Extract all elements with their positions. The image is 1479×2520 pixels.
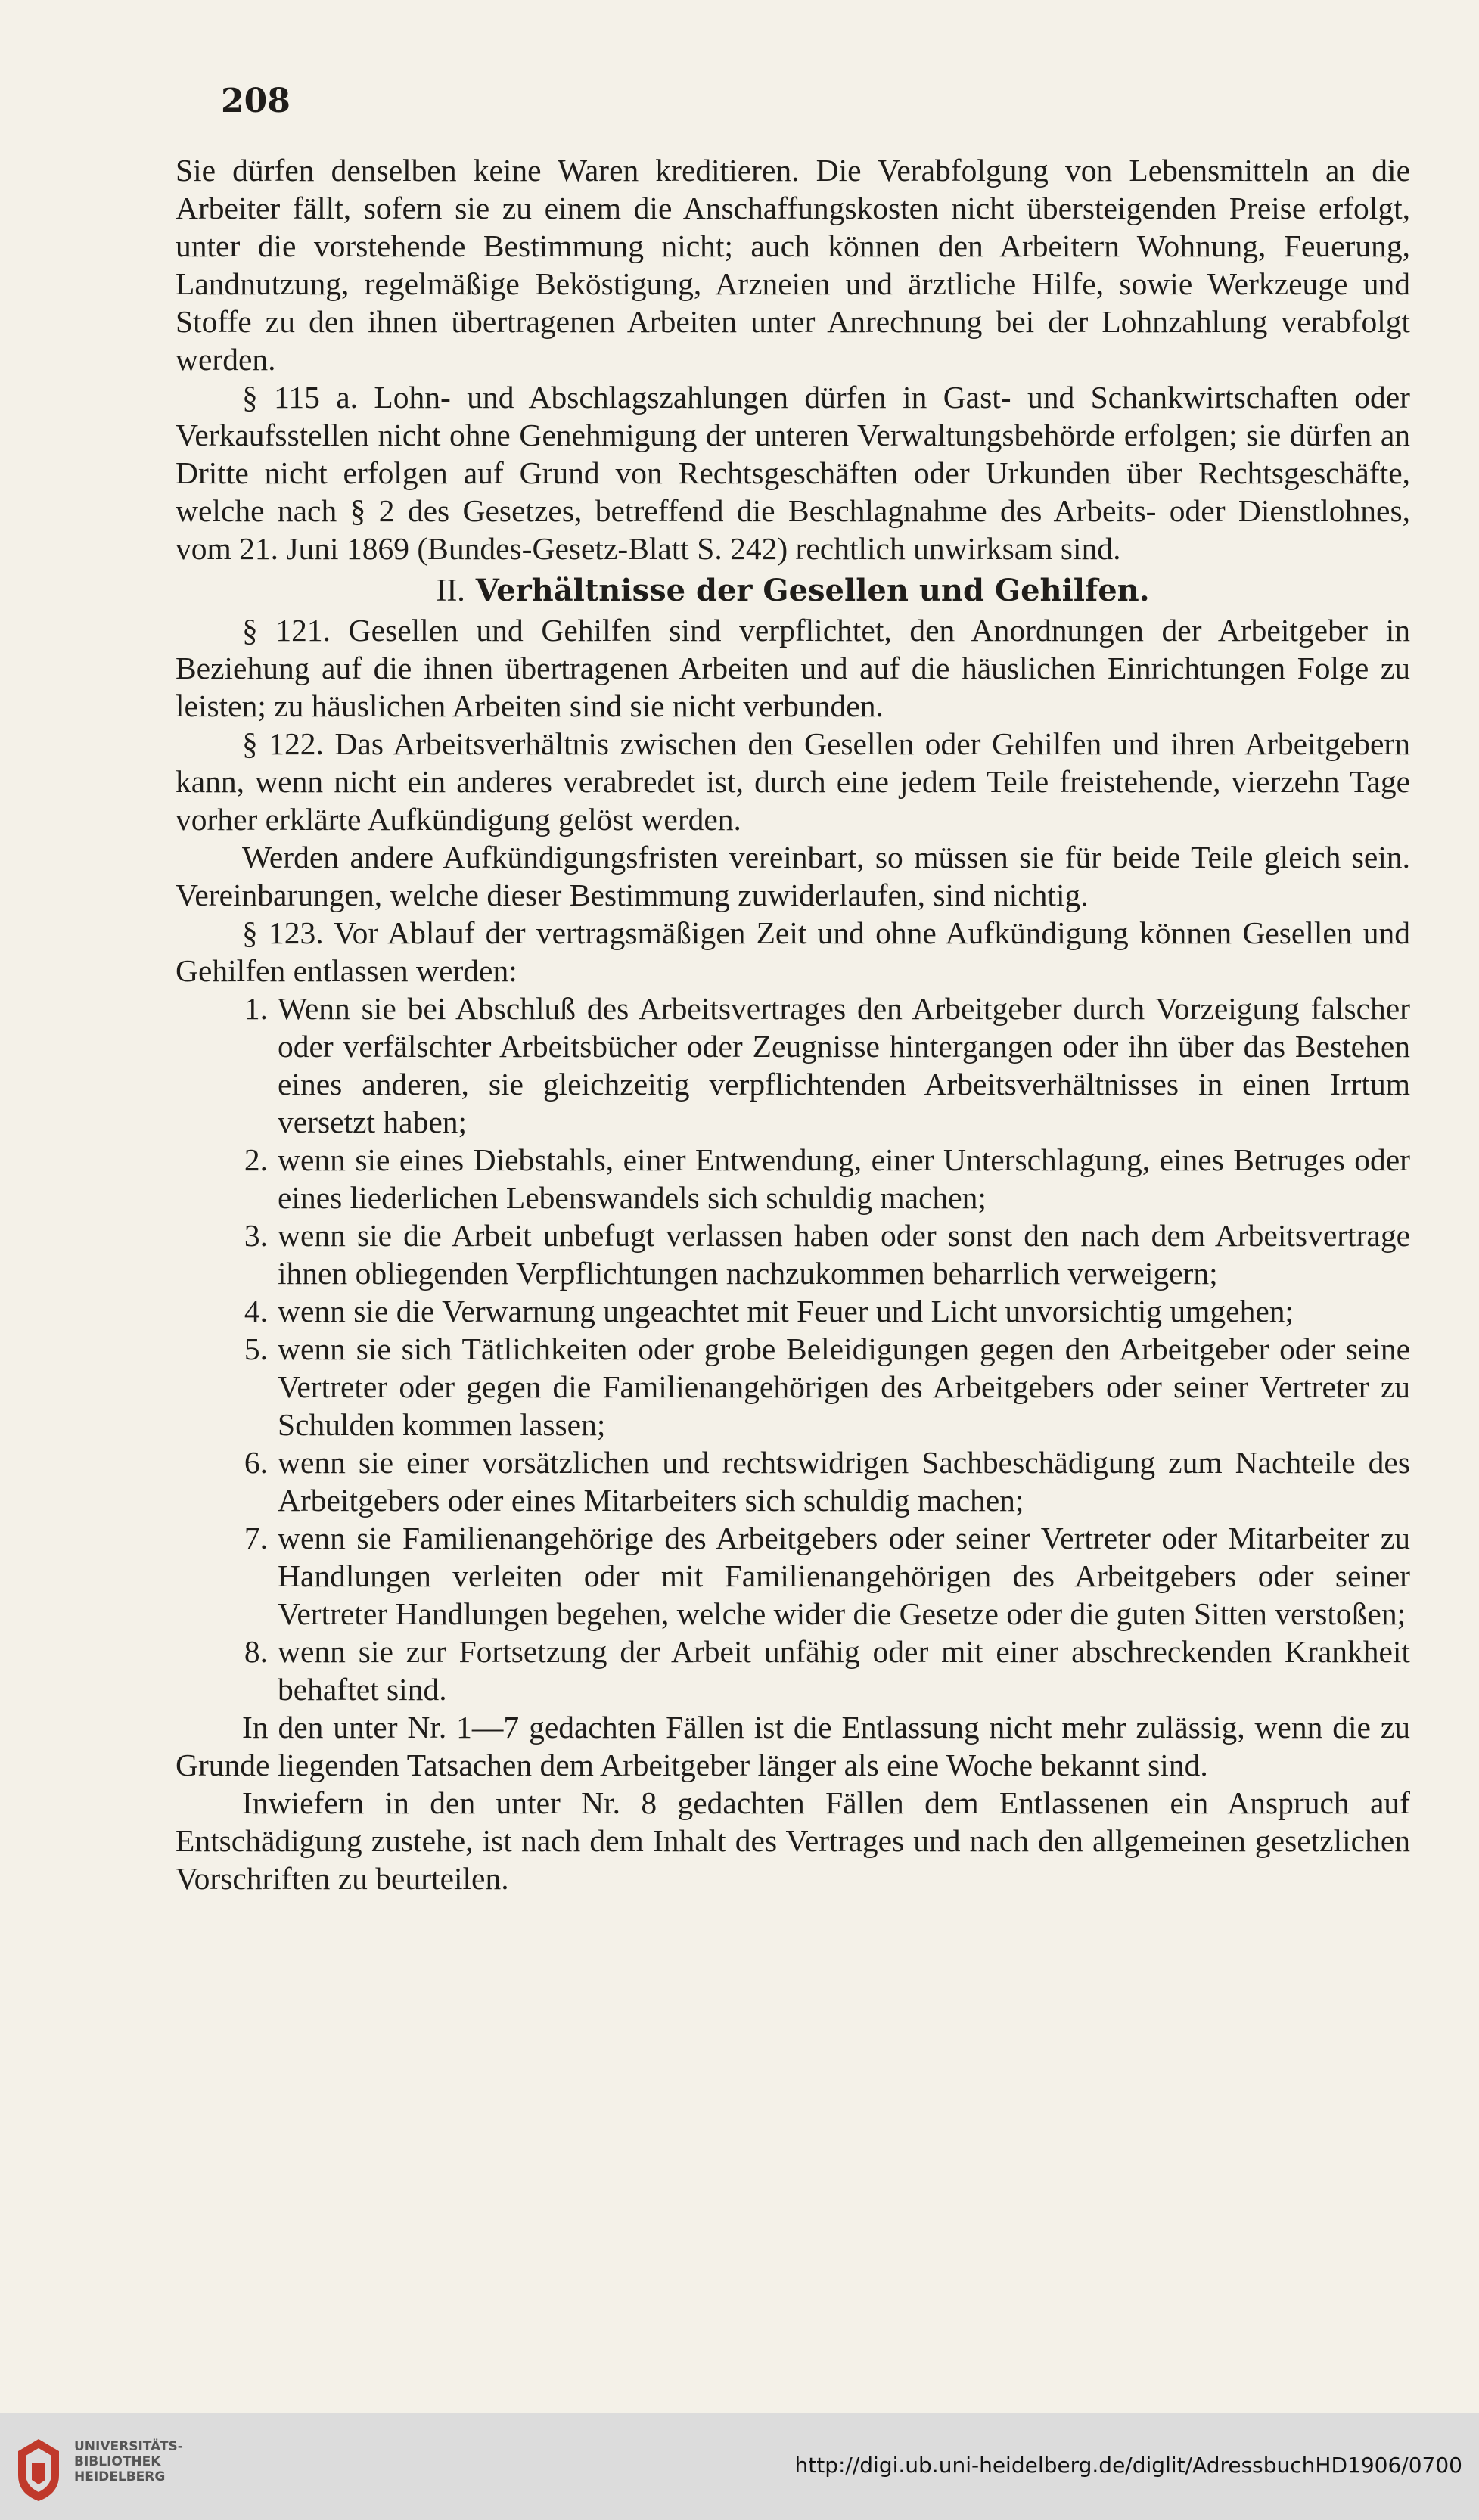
paragraph-122: § 122. Das Arbeitsverhältnis zwischen den Gesellen oder Gehilfen und ihren Arbeitgebern kann, wenn nicht ein anderes verabredet ist, durch eine jedem Teile freistehende, vierzehn Tage vorher erklärte Aufkündigung gelöst werden. bbox=[176, 726, 1410, 837]
university-seal-icon bbox=[12, 2436, 65, 2504]
list-item-number: 3. bbox=[244, 1218, 268, 1253]
list-item-text: wenn sie eines Diebstahls, einer Entwendung, einer Unterschlagung, eines Betruges oder eines liederlichen Lebenswandels sich schuldig machen; bbox=[278, 1142, 1410, 1215]
list-item-number: 6. bbox=[244, 1445, 268, 1480]
list-item bbox=[176, 1216, 1410, 1292]
list-item bbox=[176, 1330, 1410, 1443]
list-item-number: 8. bbox=[244, 1634, 268, 1669]
library-name-line: HEIDELBERG bbox=[74, 2469, 166, 2484]
footer-bar bbox=[0, 2413, 1479, 2520]
list-item-number: 1. bbox=[244, 991, 268, 1026]
list-item bbox=[176, 1633, 1410, 1708]
paragraph-121: § 121. Gesellen und Gehilfen sind verpflichtet, den Anordnungen der Arbeitgeber in Beziehung auf die ihnen übertragenen Arbeiten und auf die häuslichen Einrichtungen Folge zu leisten; zu häuslichen Arbeiten sind sie nicht verbunden. bbox=[176, 613, 1410, 723]
list-item bbox=[176, 1443, 1410, 1519]
list-item-text: wenn sie zur Fortsetzung der Arbeit unfähig oder mit einer abschreckenden Krankheit behaftet sind. bbox=[278, 1634, 1410, 1707]
list-item-text: Wenn sie bei Abschluß des Arbeitsvertrages den Arbeitgeber durch Vorzeigung falscher oder verfälschter Arbeitsbücher oder Zeugnisse hintergangen oder ihn über das Bestehen eines anderen, sie gleichzeitig verpflichtenden Arbeitsverhältnisses in einen Irrtum versetzt haben; bbox=[278, 991, 1410, 1139]
paragraph-122-second: Werden andere Aufkündigungsfristen vereinbart, so müssen sie für beide Teile gleich sein. Vereinbarungen, welche dieser Bestimmung zuwiderlaufen, sind nichtig. bbox=[176, 840, 1410, 912]
paragraph-closing-2: Inwiefern in den unter Nr. 8 gedachten Fällen dem Entlassenen ein Anspruch auf Entschädigung zustehe, ist nach dem Inhalt des Vertrages und nach den allgemeinen gesetzlichen Vorschriften zu beurteilen. bbox=[176, 1785, 1410, 1896]
list-item-text: wenn sie die Arbeit unbefugt verlassen haben oder sonst den nach dem Arbeitsvertrage ihnen obliegenden Verpflichtungen nachzukommen beharrlich verweigern; bbox=[278, 1218, 1410, 1291]
page-number: 208 bbox=[221, 82, 291, 120]
list-item bbox=[176, 1519, 1410, 1633]
paragraph-115a: § 115 a. Lohn- und Abschlagszahlungen dürfen in Gast- und Schankwirtschaften oder Verkaufsstellen nicht ohne Genehmigung der unteren Verwaltungsbehörde erfolgen; sie dürfen an Dritte nicht erfolgen auf Grund von Rechtsgeschäften oder Urkunden über Rechtsgeschäfte, welche nach § 2 des Gesetzes, betreffend die Beschlagnahme des Arbeits- oder Dienstlohnes, vom 21. Juni 1869 (Bundes-Gesetz-Blatt S. 242) rechtlich unwirksam sind. bbox=[176, 380, 1410, 566]
list-item-number: 7. bbox=[244, 1521, 268, 1555]
section-heading bbox=[176, 572, 1410, 610]
list-item bbox=[176, 990, 1410, 1141]
paragraph-continuation: Sie dürfen denselben keine Waren kreditieren. Die Verabfolgung von Lebensmitteln an die Arbeiter fällt, sofern sie zu einem die Anschaffungskosten nicht übersteigenden Preise erfolgt, unter die vorstehende Bestimmung nicht; auch können den Arbeitern Wohnung, Feuerung, Landnutzung, regelmäßige Beköstigung, Arzneien und ärztliche Hilfe, sowie Werkzeuge und Stoffe zu den ihnen übertragenen Arbeiten unter Anrechnung bei der Lohnzahlung verabfolgt werden. bbox=[176, 153, 1410, 377]
list-item bbox=[176, 1141, 1410, 1216]
dismissal-grounds-list bbox=[176, 990, 1410, 1708]
list-item-text: wenn sie die Verwarnung ungeachtet mit Feuer und Licht unvorsichtig umgehen; bbox=[278, 1294, 1294, 1328]
list-item-number: 4. bbox=[244, 1294, 268, 1328]
heading-number: II. bbox=[436, 573, 465, 608]
list-item bbox=[176, 1292, 1410, 1330]
paragraph-closing-1: In den unter Nr. 1—7 gedachten Fällen ist die Entlassung nicht mehr zulässig, wenn die zu Grunde liegenden Tatsachen dem Arbeitgeber länger als eine Woche bekannt sind. bbox=[176, 1710, 1410, 1782]
list-item-text: wenn sie Familienangehörige des Arbeitgebers oder seiner Vertreter oder Mitarbeiter zu Handlungen verleiten oder mit Familienangehörigen des Arbeitgebers oder seiner Vertreter Handlungen begehen, welche wider die Gesetze oder die guten Sitten verstoßen; bbox=[278, 1521, 1410, 1631]
library-name-line: BIBLIOTHEK bbox=[74, 2454, 161, 2469]
paragraph-123-intro: § 123. Vor Ablauf der vertragsmäßigen Zeit und ohne Aufkündigung können Gesellen und Gehilfen entlassen werden: bbox=[176, 915, 1410, 988]
list-item-number: 5. bbox=[244, 1331, 268, 1366]
library-name bbox=[74, 2439, 183, 2484]
list-item-text: wenn sie sich Tätlichkeiten oder grobe Beleidigungen gegen den Arbeitgeber oder seine Vertreter oder gegen die Familienangehörigen des Arbeitgebers oder seiner Vertreter zu Schulden kommen lassen; bbox=[278, 1331, 1410, 1442]
source-url-link[interactable]: http://digi.ub.uni-heidelberg.de/diglit/AdressbuchHD1906/0700 bbox=[794, 2453, 1462, 2478]
library-name-line: UNIVERSITÄTS- bbox=[74, 2439, 183, 2454]
list-item-text: wenn sie einer vorsätzlichen und rechtswidrigen Sachbeschädigung zum Nachteile des Arbeitgebers oder eines Mitarbeiters sich schuldig machen; bbox=[278, 1445, 1410, 1518]
list-item-number: 2. bbox=[244, 1142, 268, 1177]
heading-title: Verhältnisse der Gesellen und Gehilfen. bbox=[475, 573, 1150, 608]
page-body bbox=[176, 151, 1410, 1897]
